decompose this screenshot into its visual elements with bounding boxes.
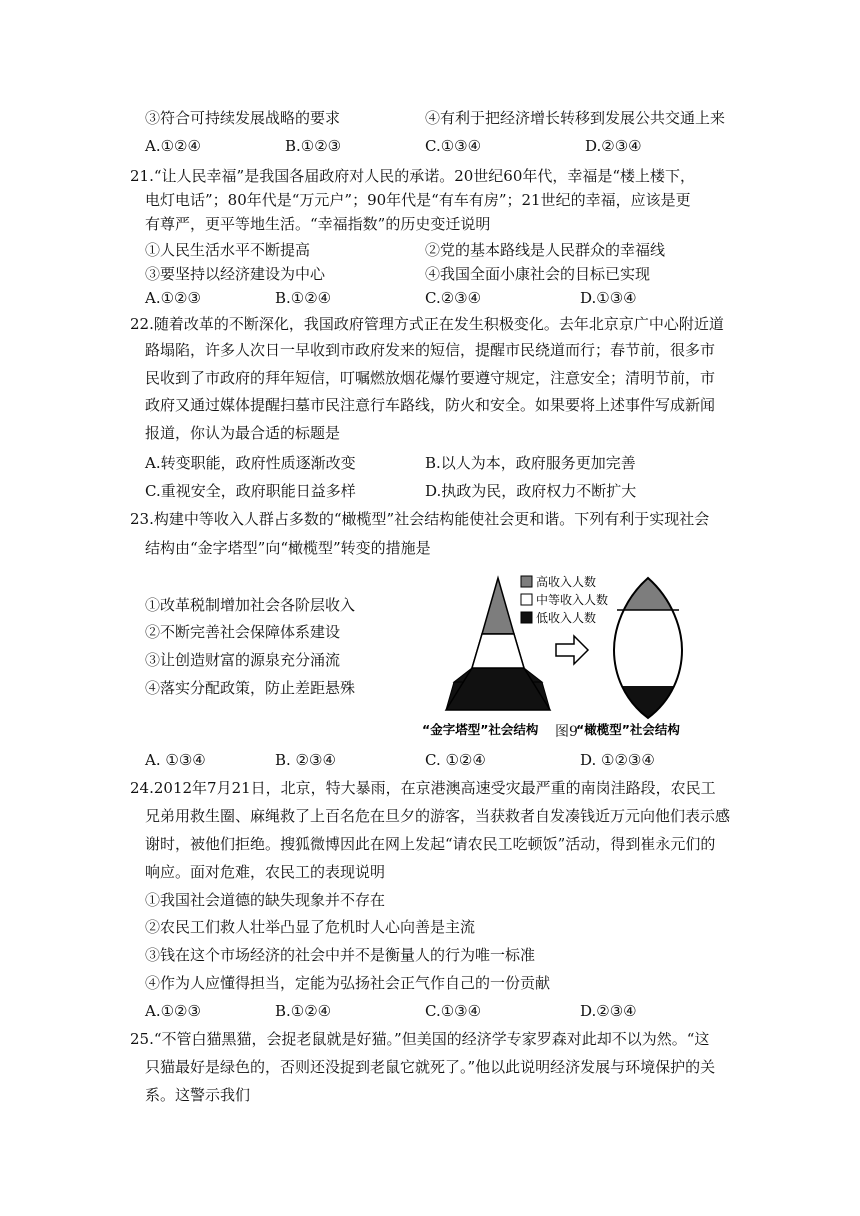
legend-swatch-low: [521, 612, 532, 623]
q22-stem-line-1: 22.随着改革的不断深化，我国政府管理方式正在发生积极变化。去年北京京广中心附近道: [130, 315, 724, 333]
transition-arrow: [556, 636, 588, 664]
legend-swatch-high: [521, 576, 532, 587]
legend-label-middle: 中等收入人数: [536, 593, 609, 607]
q24-choice-c: C.①③④: [425, 1002, 482, 1020]
q23-choice-a: A. ①③④: [145, 751, 206, 769]
q24-choice-a: A.①②③: [145, 1002, 201, 1020]
q24-option-2: ②农民工们救人壮举凸显了危机时人心向善是主流: [145, 918, 476, 936]
olive-shape: [608, 570, 688, 726]
q22-choice-a: A.转变职能，政府性质逐渐改变: [145, 454, 356, 472]
q20-choice-b: B.①②③: [285, 137, 342, 155]
q24-stem-line-3: 谢时，被他们拒绝。搜狐微博因此在网上发起“请农民工吃顿饭”活动，得到崔永元们的: [145, 835, 716, 853]
q23-choice-c: C. ①②④: [425, 751, 486, 769]
q21-choice-b: B.①②④: [275, 289, 332, 307]
q24-option-1: ①我国社会道德的缺失现象并不存在: [145, 891, 386, 909]
caption-pyramid: “金字塔型”社会结构: [422, 722, 539, 737]
legend-label-high: 高收入人数: [536, 575, 597, 589]
q23-stem-line-2: 结构由“金字塔型”向“橄榄型”转变的措施是: [145, 539, 431, 557]
q23-option-2: ②不断完善社会保障体系建设: [145, 623, 341, 641]
q22-stem-line-4: 政府又通过媒体提醒扫墓市民注意行车路线，防火和安全。如果要将上述事件写成新闻: [145, 396, 716, 414]
q20-option-4: ④有利于把经济增长转移到发展公共交通上来: [425, 109, 726, 127]
q20-option-3: ③符合可持续发展战略的要求: [145, 109, 341, 127]
q20-choice-c: C.①③④: [425, 137, 482, 155]
q21-choice-d: D.①③④: [580, 289, 637, 307]
q22-stem-line-5: 报道，你认为最合适的标题是: [145, 424, 341, 442]
q23-stem-line-1: 23.构建中等收入人群占多数的“橄榄型”社会结构能使社会更和谐。下列有利于实现社会: [130, 510, 710, 528]
q22-choice-b: B.以人为本，政府服务更加完善: [425, 454, 636, 472]
q25-stem-line-2: 只猫最好是绿色的，否则还没捉到老鼠它就死了。”他以此说明经济发展与环境保护的关: [145, 1058, 716, 1076]
social-structure-diagram: [418, 570, 718, 738]
q21-option-1: ①人民生活水平不断提高: [145, 241, 311, 259]
legend-swatch-middle: [521, 594, 532, 605]
olive-low-income: [608, 686, 688, 726]
q24-stem-line-2: 兄弟用救生圈、麻绳救了上百名危在旦夕的游客，当获救者自发凑钱近万元向他们表示感: [145, 807, 731, 825]
q25-stem-line-3: 系。这警示我们: [145, 1086, 251, 1104]
figure-9-social-structure: [418, 570, 718, 738]
q20-choice-d: D.②③④: [585, 137, 642, 155]
q21-stem-line-3: 有尊严，更平等地生活。“幸福指数”的历史变迁说明: [145, 215, 491, 233]
q23-option-1: ①改革税制增加社会各阶层收入: [145, 596, 356, 614]
q22-stem-line-3: 民收到了市政府的拜年短信，叮嘱燃放烟花爆竹要遵守规定，注意安全；清明节前，市: [145, 369, 716, 387]
q24-choice-d: D.②③④: [580, 1002, 637, 1020]
pyramid-high-income: [482, 578, 514, 634]
caption-olive: “橄榄型”社会结构: [576, 722, 680, 737]
q24-option-4: ④作为人应懂得担当，定能为弘扬社会正气作自己的一份贡献: [145, 974, 551, 992]
q21-choice-c: C.②③④: [425, 289, 482, 307]
legend-label-low: 低收入人数: [536, 611, 597, 625]
q22-choice-c: C.重视安全，政府职能日益多样: [145, 482, 356, 500]
q25-stem-line-1: 25.“不管白猫黑猫，会捉老鼠就是好猫。”但美国的经济学专家罗森对此却不以为然。“这: [130, 1030, 710, 1048]
q20-choice-a: A.①②④: [145, 137, 201, 155]
q24-stem-line-4: 响应。面对危难，农民工的表现说明: [145, 863, 386, 881]
q21-choice-a: A.①②③: [145, 289, 201, 307]
olive-high-income: [608, 570, 688, 610]
q21-option-4: ④我国全面小康社会的目标已实现: [425, 265, 651, 283]
q21-option-2: ②党的基本路线是人民群众的幸福线: [425, 241, 666, 259]
q22-stem-line-2: 路塌陷，许多人次日一早收到市政府发来的短信，提醒市民绕道而行；春节前，很多市: [145, 341, 716, 359]
q21-option-3: ③要坚持以经济建设为中心: [145, 265, 326, 283]
figure-label: 图9: [555, 724, 578, 740]
q24-choice-b: B.①②④: [275, 1002, 332, 1020]
q23-choice-d: D. ①②③④: [580, 751, 655, 769]
q23-option-4: ④落实分配政策，防止差距悬殊: [145, 679, 356, 697]
q21-stem-line-2: 电灯电话”；80年代是“万元户”；90年代是“有车有房”；21世纪的幸福，应该是更: [145, 191, 691, 209]
q24-stem-line-1: 24.2012年7月21日，北京，特大暴雨，在京港澳高速受灾最严重的南岗洼路段，农民工: [130, 779, 716, 797]
q21-stem-line-1: 21.“让人民幸福”是我国各届政府对人民的承诺。20世纪60年代，幸福是“楼上楼下，: [130, 167, 696, 185]
q24-option-3: ③钱在这个市场经济的社会中并不是衡量人的行为唯一标准: [145, 946, 536, 964]
q23-option-3: ③让创造财富的源泉充分涌流: [145, 651, 341, 669]
q23-choice-b: B. ②③④: [275, 751, 336, 769]
q22-choice-d: D.执政为民，政府权力不断扩大: [425, 482, 637, 500]
